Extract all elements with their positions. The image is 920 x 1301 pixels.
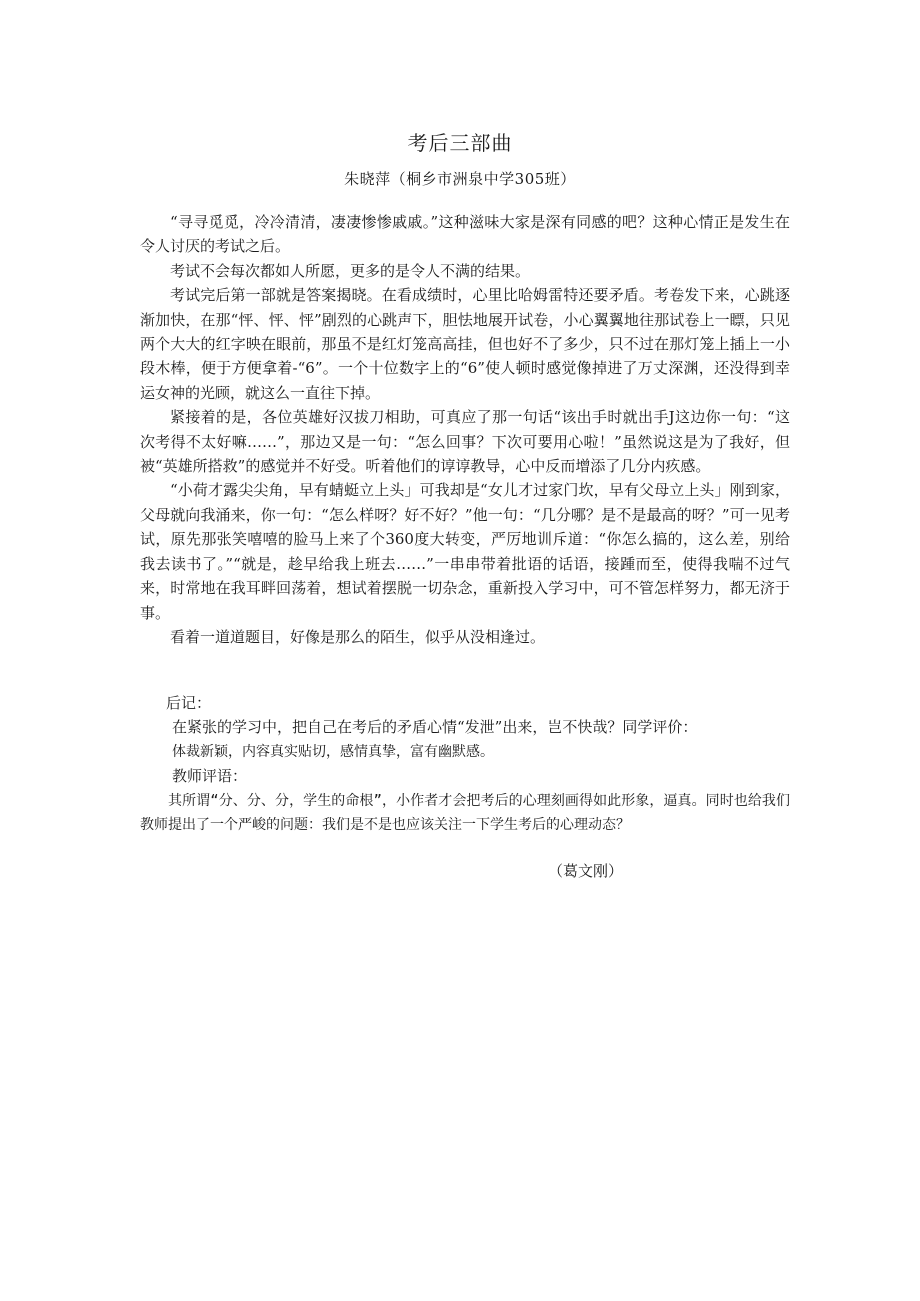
- teacher-comment: 其所谓“分、分、分，学生的命根”，小作者才会把考后的心理刻画得如此形象，逼真。同时也给我们教师提出了一个严峻的问题：我们是不是也应该关注一下学生考后的心理动态？: [140, 792, 790, 834]
- teacher-comment-label: 教师评语：: [172, 767, 248, 786]
- author-byline: 朱晓萍（桐乡市洲泉中学305班）: [344, 170, 576, 188]
- teacher-signature: （葛文刚）: [548, 862, 624, 880]
- paragraph: 看着一道道题目，好像是那么的陌生，似乎从没相逢过。: [170, 627, 546, 646]
- document-title: 考后三部曲: [407, 131, 513, 155]
- paragraph: “小荷才露尖尖角，早有蜻蜓立上头」可我却是“女儿才过家门坎，早有父母立上头」刚到家，父母就向我涌来，你一句：“怎么样呀？好不好？”他一句：“几分哪？是不是最高的呀？”可一见考试，原先那张笑嘻嘻的脸马上来了个360度大转变，严厉地训斥道：“你怎么搞的，这么差，别给我去读书了。”“就是，趁早给我上班去……”一串串带着批语的话语，接踵而至，使得我喘不过气来，时常地在我耳畔回荡着，想试着摆脱一切杂念，重新投入学习中，可不管怎样努力，都无济于事。: [140, 481, 790, 622]
- essay-body: [140, 210, 790, 649]
- paragraph: 考试完后第一部就是答案揭晓。在看成绩时，心里比哈姆雷特还要矛盾。考卷发下来，心跳逐渐加快，在那“怦、怦、怦”剧烈的心跳声下，胆怯地展开试卷，小心翼翼地往那试卷上一瞟，只见两个大大的红字映在眼前，那虽不是红灯笼高高挂，但也好不了多少，只不过在那灯笼上插上一小段木棒，便于方便拿着-“6”。一个十位数字上的“6”使人顿时感觉像掉进了万丈深渊，还没得到幸运女神的光顾，就这么一直往下掉。: [140, 286, 790, 402]
- paragraph: 考试不会每次都如人所愿，更多的是令人不满的结果。: [170, 261, 531, 280]
- postscript-label: 后记：: [166, 694, 212, 712]
- paragraph: “寻寻觅觅，冷冷清清，凄凄惨惨戚戚。”这种滋味大家是深有同感的吧？这种心情正是发生在令人讨厌的考试之后。: [140, 213, 790, 256]
- peer-evaluation: 体裁新颖，内容真实贴切，感情真挚，富有幽默感。: [172, 743, 494, 760]
- author-note: 在紧张的学习中，把自己在考后的矛盾心情“发泄”出来，岂不快哉？同学评价：: [172, 718, 698, 737]
- postscript-section: [140, 691, 790, 837]
- paragraph: 紧接着的是，各位英雄好汉拔刀相助，可真应了那一句话“该出手时就出手J这边你一句：“这次考得不太好嘛……”，那边又是一句：“怎么回事？下次可要用心啦！”虽然说这是为了我好，但被“英雄所搭救”的感觉并不好受。听着他们的谆谆教导，心中反而增添了几分内疚感。: [140, 408, 790, 476]
